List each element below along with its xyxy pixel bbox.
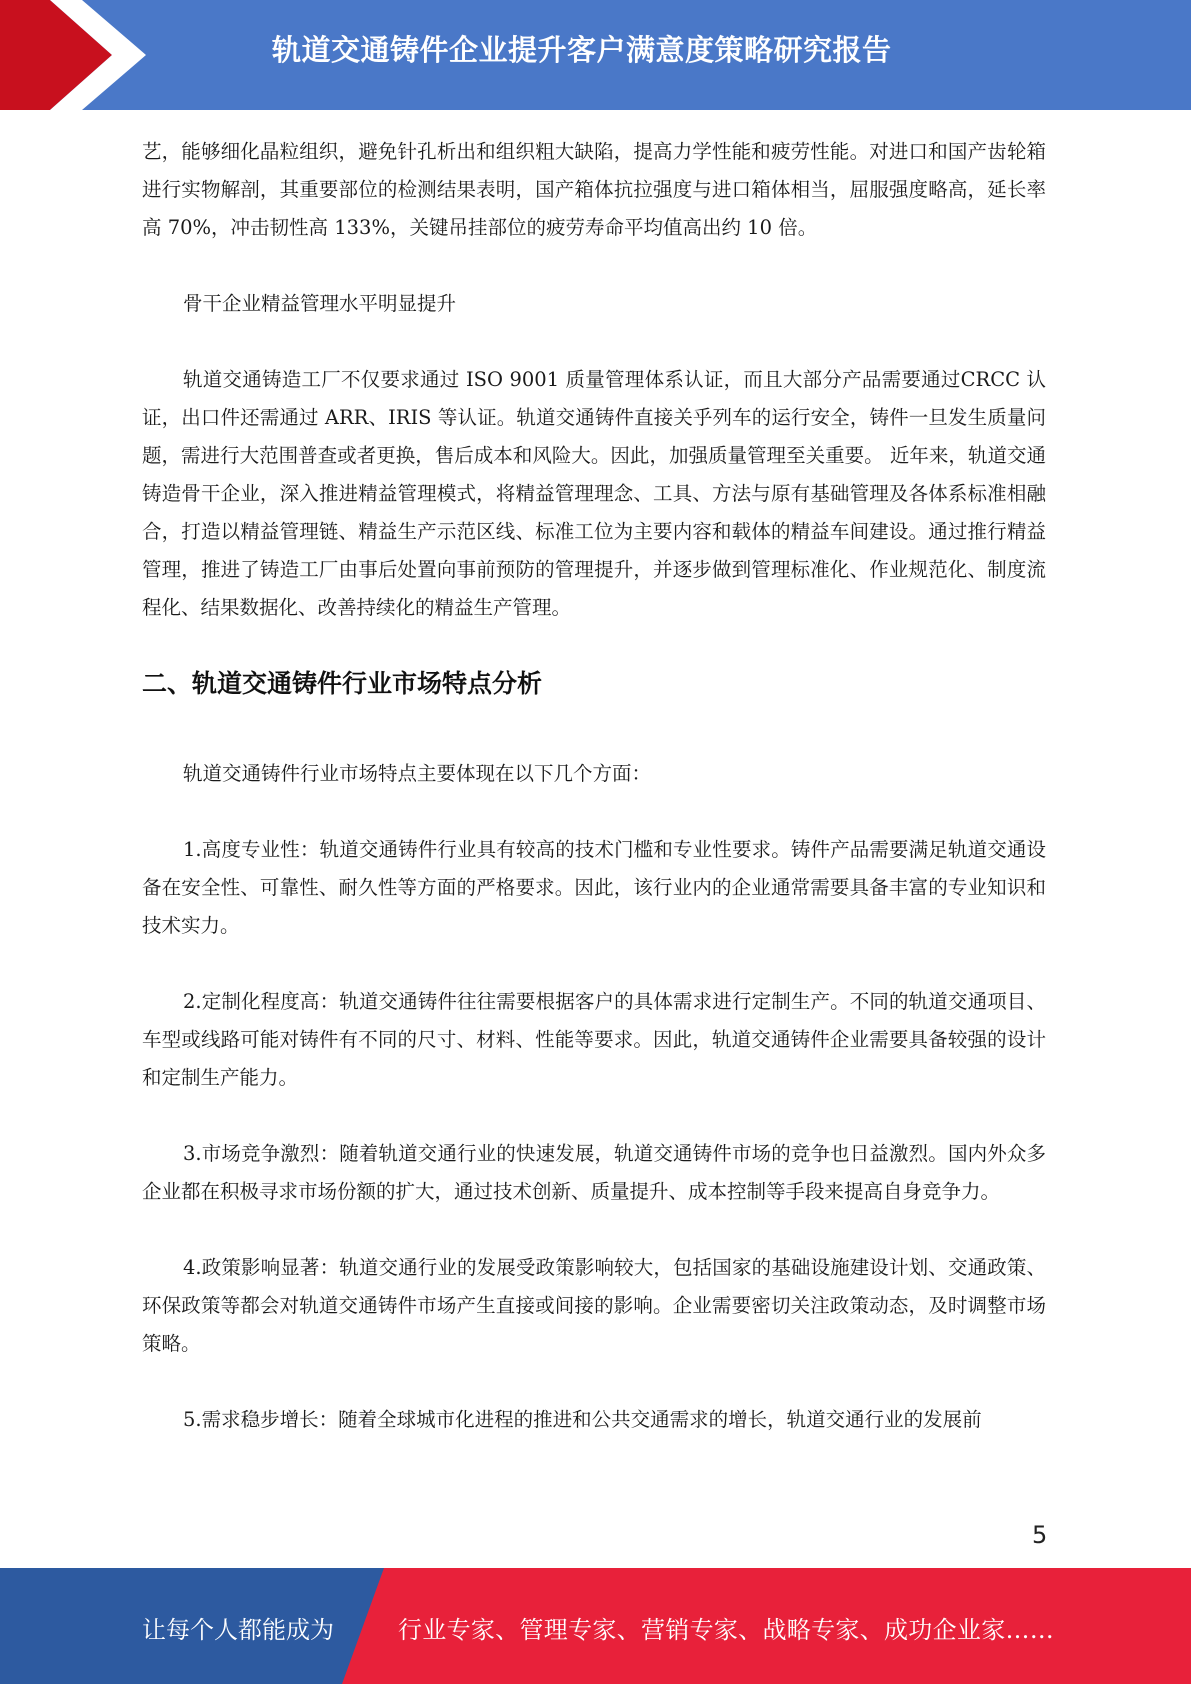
page-header bbox=[0, 0, 1191, 110]
footer-slogan-left: 让每个人都能成为 bbox=[142, 1616, 334, 1644]
list-item-5: 5.需求稳步增长：随着全球城市化进程的推进和公共交通需求的增长，轨道交通行业的发展前 bbox=[183, 1408, 982, 1431]
page-footer bbox=[0, 1568, 1191, 1684]
paragraph-intro: 轨道交通铸件行业市场特点主要体现在以下几个方面： bbox=[183, 762, 652, 785]
header-title: 轨道交通铸件企业提升客户满意度策略研究报告 bbox=[272, 33, 892, 67]
paragraph-quality-management: 轨道交通铸造工厂不仅要求通过 ISO 9001 质量管理体系认证，而且大部分产品需要通过CRCC 认证，出口件还需通过 ARR、IRIS 等认证。轨道交通铸件直接关乎列车的运行安全，铸件一旦发生质量问题，需进行大范围普查或者更换，售后成本和风险大。因此，加强质量管理至关重要。 近年来，轨道交通铸造骨干企业，深入推进精益管理模式，将精益管理理念、工具、方法与原有基础管理及各体系标准相融合，打造以精益管理链、精益生产示范区线、标准工位为主要内容和载体的精益车间建设。通过推行精益管理，推进了铸造工厂由事后处置向事前预防的管理提升，并逐步做到管理标准化、作业规范化、制度流程化、结果数据化、改善持续化的精益生产管理。 bbox=[142, 368, 1046, 619]
list-item-1: 1.高度专业性：轨道交通铸件行业具有较高的技术门槛和专业性要求。铸件产品需要满足轨道交通设备在安全性、可靠性、耐久性等方面的严格要求。因此，该行业内的企业通常需要具备丰富的专业知识和技术实力。 bbox=[142, 838, 1046, 937]
list-item-4: 4.政策影响显著：轨道交通行业的发展受政策影响较大，包括国家的基础设施建设计划、交通政策、环保政策等都会对轨道交通铸件市场产生直接或间接的影响。企业需要密切关注政策动态，及时调整市场策略。 bbox=[142, 1256, 1046, 1355]
section-heading: 二、轨道交通铸件行业市场特点分析 bbox=[142, 669, 543, 698]
document-body bbox=[142, 133, 1046, 1439]
page-number: 5 bbox=[1032, 1521, 1048, 1549]
paragraph-continued: 艺，能够细化晶粒组织，避免针孔析出和组织粗大缺陷，提高力学性能和疲劳性能。对进口和国产齿轮箱进行实物解剖，其重要部位的检测结果表明，国产箱体抗拉强度与进口箱体相当，屈服强度略高，延长率高 70%，冲击韧性高 133%，关键吊挂部位的疲劳寿命平均值高出约 10 倍。 bbox=[142, 140, 1046, 239]
footer-slogan-right: 行业专家、管理专家、营销专家、战略专家、成功企业家…… bbox=[398, 1616, 1055, 1644]
list-item-3: 3.市场竞争激烈：随着轨道交通行业的快速发展，轨道交通铸件市场的竞争也日益激烈。国内外众多企业都在积极寻求市场份额的扩大，通过技术创新、质量提升、成本控制等手段来提高自身竞争力。 bbox=[142, 1142, 1046, 1203]
subheading-lean-management: 骨干企业精益管理水平明显提升 bbox=[183, 292, 457, 315]
list-item-2: 2.定制化程度高：轨道交通铸件往往需要根据客户的具体需求进行定制生产。不同的轨道交通项目、车型或线路可能对铸件有不同的尺寸、材料、性能等要求。因此，轨道交通铸件企业需要具备较强的设计和定制生产能力。 bbox=[142, 990, 1046, 1089]
